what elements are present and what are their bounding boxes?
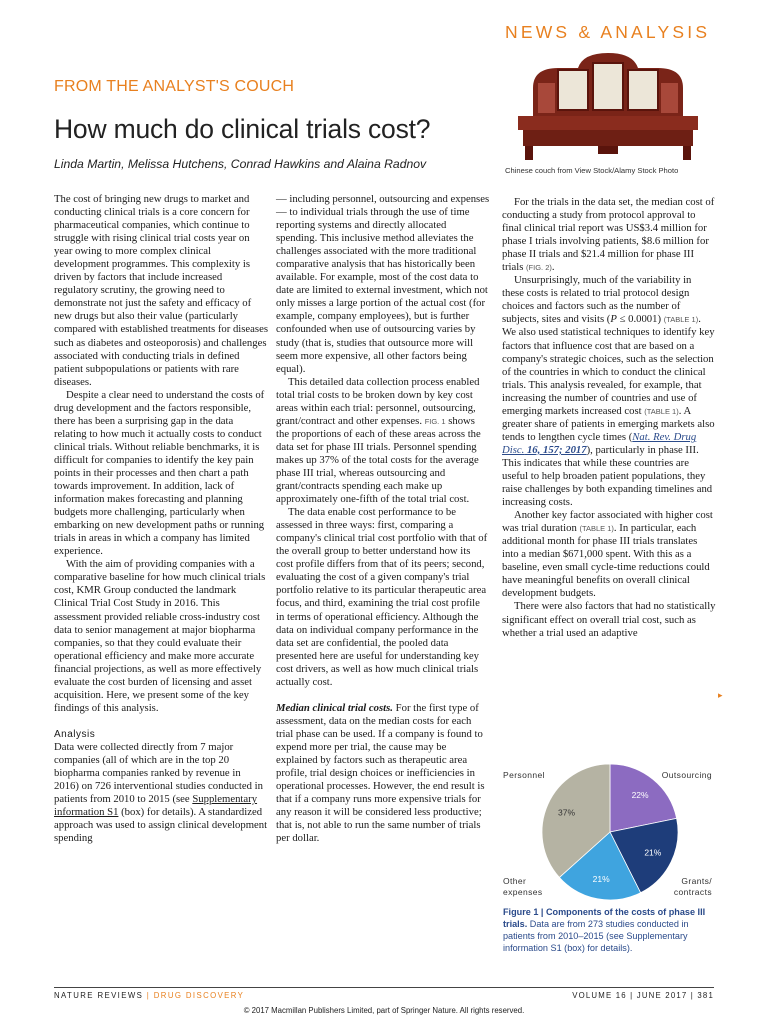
citation-link[interactable]: Nat. Rev. Drug Disc. 16, 157; 2017 [502, 430, 697, 456]
pie-pct-label: 21% [644, 847, 662, 858]
section-heading: Analysis [54, 728, 96, 740]
photo-caption: Chinese couch from View Stock/Alamy Stock Photo [505, 166, 679, 175]
figure-ref[interactable]: (FIG. 2) [526, 263, 552, 273]
legend-label-outsourcing: Outsourcing [661, 770, 712, 780]
column-2 [276, 193, 490, 845]
paragraph: Another key factor associated with higher cost was trial duration (TABLE 1). In particular, each additional month for phase III trials translates into a median $671,000 spent. With this as a baseline, even small cycle-time reductions could have meaningful benefits on overall clinical development budgets. [502, 509, 713, 600]
legend-label-grants-1: Grants/ [681, 876, 712, 886]
legend-label-grants-2: contracts [673, 887, 712, 897]
table-ref[interactable]: (TABLE 1) [663, 315, 699, 325]
paragraph: The cost of bringing new drugs to market and conducting clinical trials is a core concern for pharmaceutical companies, which continue to struggle with rising clinical trial costs year on year owing to more complex clinical development programmes. This complexity is driven by factors that include increased regulatory scrutiny, the growing need to demonstrate not just the safety and efficacy of new drugs but also their value (particularly compared with established treatments for diseases such as diabetes and osteoporosis) and challenges associated with conducting trials in defined patient subpopulations or patients with rare diseases. [54, 193, 268, 388]
journal-name: NATURE REVIEWS | DRUG DISCOVERY [54, 991, 245, 1000]
paragraph: For the trials in the data set, the median cost of conducting a study from protocol approval to final clinical trial report was US$3.4 million for phase I trials involving patients, $8.6 million for phase II trials and $21.4 million for phase III trials (FIG. 2). [502, 196, 715, 274]
paragraph: Despite a clear need to understand the costs of drug development and the factors responsible, there has been a surprising gap in the data relating to how much it actually costs to conduct clinical trials. Without reliable benchmarks, it is difficult for companies to identify the key pain points in their processes and then chart a path towards improvement. In addition, lack of information makes forecasting and planning budgets more challenging, particularly when embarking on new development paths or running trials in areas in which a company has limited experience. [54, 388, 265, 558]
paragraph: — including personnel, outsourcing and expenses — to individual trials through the use of time reporting systems and directly allocated spending. This inclusive method alleviates the challenges associated with the more traditional comparative analysis that has historically been available. For example, most of the cost data to date are limited to external investment, which not only misses a large portion of the actual cost (for example, company employees), but is further confounded when use of outsourcing varies by study (that is, studies that outsource more will seem more expensive, all other factors being equal). [276, 193, 490, 375]
continue-arrow-icon: ▸ [718, 690, 723, 700]
legend-label-other-1: Other [503, 876, 527, 886]
pie-pct-label: 37% [558, 807, 576, 818]
pie-chart [500, 760, 720, 900]
paragraph: Unsurprisingly, much of the variability in these costs is related to trial protocol design choices and factors such as the number of subjects, sites and visits (P ≤ 0.0001) (TABLE 1). We also used statistical techniques to identify key factors that influence cost that are based on a company's strategic choices, such as the selection of the countries in which to conduct the clinical trials. This analysis revealed, for example, that increasing the number of countries and use of emerging markets increased cost (TABLE 1). A greater share of patients in emerging markets also tends to lengthen cycle times (Nat. Rev. Drug Disc. 16, 157; 2017), particularly in phase III. This indicates that while these countries are useful to help broaden patient populations, they raise challenges by both expanding timelines and increasing costs. [502, 274, 715, 509]
table-ref[interactable]: (TABLE 1) [579, 524, 614, 534]
section-label: NEWS & ANALYSIS [505, 22, 711, 42]
paragraph: This detailed data collection process enabled total trial costs to be broken down by key cost areas within each trial: personnel, outsourcing, grant/contract and other expenses. FIG. 1 shows the proportions of each of these areas across the data set for phase III trials. Personnel spending makes up 37% of the total costs for the average phase III trial, whereas outsourcing and grant/contracts spending each make up approximately one-fifth of the total trial cost. [276, 375, 481, 506]
author-list: Linda Martin, Melissa Hutchens, Conrad Hawkins and Alaina Radnov [54, 157, 427, 171]
kicker: FROM THE ANALYST'S COUCH [54, 78, 295, 95]
column-3 [502, 196, 716, 640]
footer-divider [54, 987, 714, 988]
pie-pct-label: 21% [592, 873, 610, 884]
pie-pct-label: 22% [631, 790, 649, 801]
page-title: How much do clinical trials cost? [54, 114, 431, 144]
copyright: © 2017 Macmillan Publishers Limited, part of Springer Nature. All rights reserved. [243, 1006, 525, 1015]
paragraph: Data were collected directly from 7 major companies (all of which are in the top 20 biopharma companies ranked by revenue in 2016) on 726 interventional studies conducted in patients from 2010 to 2015 (see Supplementary information S1 (box) for details). A standardized approach was used to assign clinical development spending [54, 740, 268, 845]
paragraph: There were also factors that had no statistically significant effect on overall trial cost, such as whether a trial used an adaptive [502, 600, 716, 639]
couch-photo [503, 48, 713, 163]
issue-info: VOLUME 16 | JUNE 2017 | 381 [572, 991, 714, 1000]
legend-label-other-2: expenses [503, 887, 543, 897]
paragraph: With the aim of providing companies with a comparative baseline for how much clinical trials cost, KMR Group conducted the landmark Clinical Trial Cost Study in 2016. This assessment provided reliable cross-industry cost data to senior management at major biopharma companies, so that they could evaluate their operational efficiency and make more accurate financial projections, as well as more effectively evaluate the cost burden of licensing and asset acquisition. Here, we present some of the key findings of this analysis. [54, 558, 266, 714]
table-ref[interactable]: (TABLE 1) [644, 406, 679, 416]
paragraph: Median clinical trial costs. For the first type of assessment, data on the median costs for each trial phase can be used. If a company is found to expend more per trial, the cause may be explained by factors such as therapeutic area profile, trial design choices or inefficiencies in operational processes. However, the end result is that if a company runs more expensive trials for any reason it will be considered less productive; that is, not able to run the same number of trials per dollar. [276, 701, 485, 845]
paragraph: The data enable cost performance to be assessed in three ways: first, comparing a company's clinical trial cost portfolio with that of the overall group to better understand how its cost profile differs from that of its peers; second, evaluating the cost of a given company's trial portfolio relative to its particular therapeutic area focus, and third, examining the trial cost profile in terms of operational efficiency. Although the data on individual company performance in the data set are confidential, the pooled data presented here are useful for understanding key cost drivers, as well as how much clinical trials actually cost. [276, 506, 488, 688]
legend-label-personnel: Personnel [503, 770, 545, 780]
supplementary-link[interactable]: Supplementary information S1 [54, 793, 258, 819]
figure-ref[interactable]: FIG. 1 [424, 416, 446, 426]
column-1 [54, 193, 268, 845]
figure-caption: Figure 1 | Components of the costs of phase III trials. Data are from 273 studies conducted in patients from 2010–2015 (see Supplementary information S1 (box) for details). [503, 907, 706, 953]
